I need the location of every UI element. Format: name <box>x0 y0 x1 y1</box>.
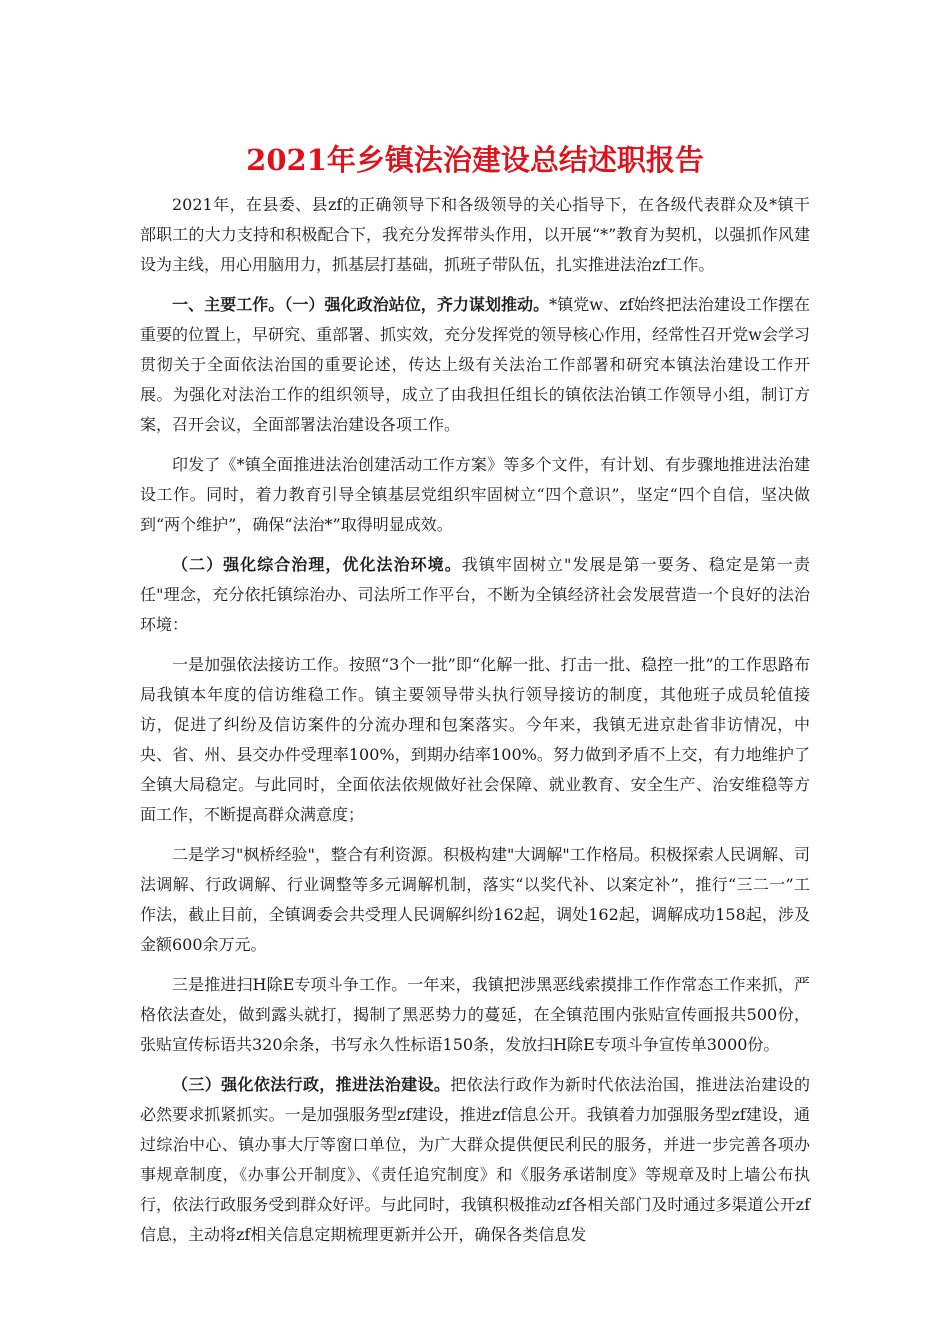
paragraph-text: 2021年，在县委、县zf的正确领导下和各级领导的关心指导下，在各级代表群众及*镇干部职工的大力支持和积极配合下，我充分发挥带头作用，以开展“*”教育为契机，以强抓作风建设为主线，用心用脑用力，抓基层打基础，抓班子带队伍，扎实推进法治zf工作。 <box>140 195 810 274</box>
paragraph-intro <box>140 190 810 280</box>
paragraph-text: *镇党w、zf始终把法治建设工作摆在重要的位置上，早研究、重部署、抓实效，充分发挥党的领导核心作用，经常性召开党w会学习贯彻关于全面依法治国的重要论述，传达上级有关法治工作部署和研究本镇法治建设工作开展。为强化对法治工作的组织领导，成立了由我担任组长的镇依法治镇工作领导小组，制订方案，召开会议，全面部署法治建设各项工作。 <box>140 295 810 434</box>
paragraph-body <box>140 840 810 960</box>
paragraph-text: 把依法行政作为新时代依法治国，推进法治建设的必然要求抓紧抓实。一是加强服务型zf建设，推进zf信息公开。我镇着力加强服务型zf建设，通过综治中心、镇办事大厅等窗口单位，为广大群众提供便民利民的服务，并进一步完善各项办事规章制度，《办事公开制度》、《责任追究制度》和《服务承诺制度》等规章及时上墙公布执行，依法行政服务受到群众好评。与此同时，我镇积极推动zf各相关部门及时通过多渠道公开zf信息，主动将zf相关信息定期梳理更新并公开，确保各类信息发 <box>140 1075 810 1244</box>
paragraph-text: 一是加强依法接访工作。按照“3个一批”即“化解一批、打击一批、稳控一批”的工作思路布局我镇本年度的信访维稳工作。镇主要领导带头执行领导接访的制度，其他班子成员轮值接访，促进了纠纷及信访案件的分流办理和包案落实。今年来，我镇无进京赴省非访情况，中央、省、州、县交办件受理率100%，到期办结率100%。努力做到矛盾不上交，有力地维护了全镇大局稳定。与此同时，全面依法依规做好社会保障、就业教育、安全生产、治安维稳等方面工作，不断提高群众满意度； <box>140 655 810 824</box>
document-title: 2021年乡镇法治建设总结述职报告 <box>246 143 704 177</box>
paragraph-text: 印发了《*镇全面推进法治创建活动工作方案》等多个文件，有计划、有步骤地推进法治建设工作。同时，着力教育引导全镇基层党组织牢固树立“四个意识”，坚定“四个自信，坚决做到“两个维护”，确保“法治*”取得明显成效。 <box>140 455 810 534</box>
paragraph-lead: 一、主要工作。（一）强化政治站位，齐力谋划推动。 <box>172 295 550 314</box>
paragraph-text: 二是学习"枫桥经验"，整合有利资源。积极构建"大调解"工作格局。积极探索人民调解、司法调解、行政调解、行业调整等多元调解机制，落实“以奖代补、以案定补”，推行“三二一”工作法，截止目前，全镇调委会共受理人民调解纠纷162起，调处162起，调解成功158起，涉及金额600余万元。 <box>140 845 810 954</box>
paragraph-body <box>140 650 810 830</box>
paragraph-lead: （三）强化依法行政，推进法治建设。 <box>172 1075 451 1094</box>
paragraph-section-1 <box>140 290 810 440</box>
paragraph-body <box>140 450 810 540</box>
paragraph-section-2 <box>140 550 810 640</box>
paragraph-body <box>140 970 810 1060</box>
paragraph-text: 三是推进扫H除E专项斗争工作。一年来，我镇把涉黑恶线索摸排工作作常态工作来抓，严格依法查处，做到露头就打，揭制了黑恶势力的蔓延，在全镇范围内张贴宣传画报共500份，张贴宣传标语共320余条，书写永久性标语150条，发放扫H除E专项斗争宣传单3000份。 <box>140 975 810 1054</box>
paragraph-lead: （二）强化综合治理，优化法治环境。 <box>172 555 462 574</box>
paragraph-section-3 <box>140 1070 810 1250</box>
paragraph-text: 我镇牢固树立"发展是第一要务、稳定是第一责任"理念，充分依托镇综治办、司法所工作平台，不断为全镇经济社会发展营造一个良好的法治环境： <box>140 555 810 634</box>
